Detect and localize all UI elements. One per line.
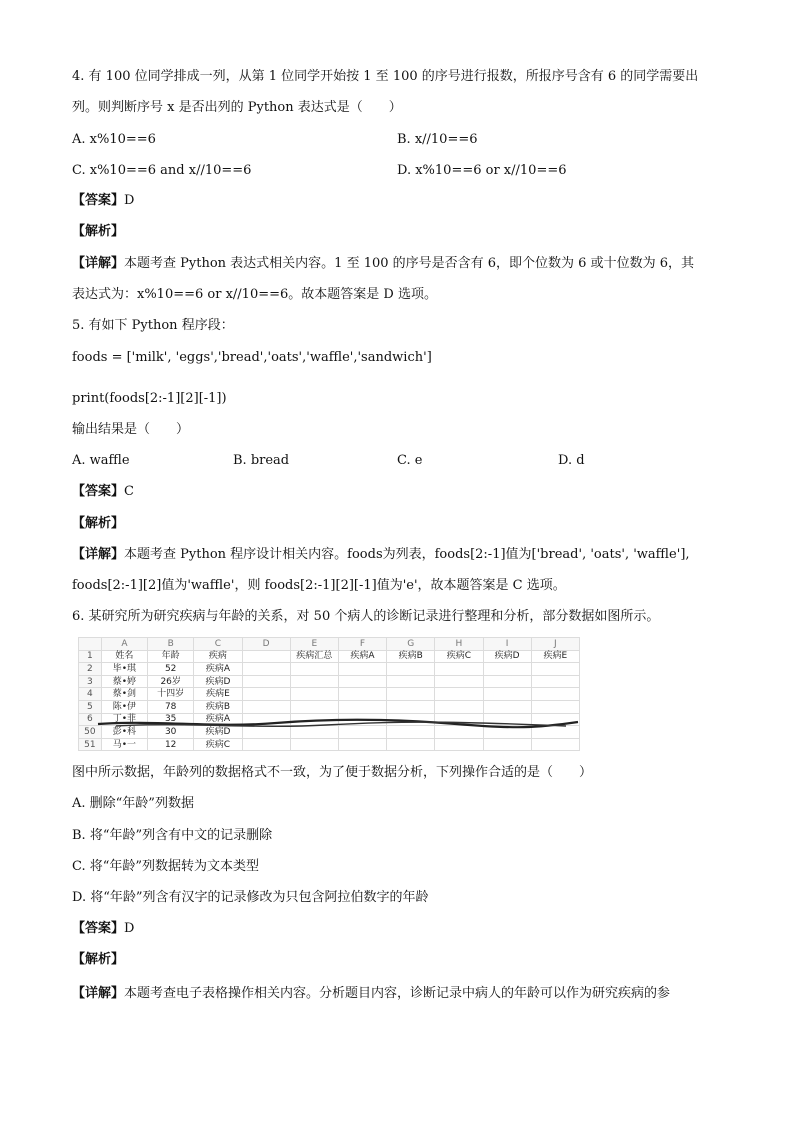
spreadsheet-cell [242,700,290,713]
spreadsheet-column-header: I [483,638,531,651]
spreadsheet-cell: 疾病D [194,726,242,739]
q5-question: 输出结果是（ ） [72,422,190,437]
spreadsheet-row [79,738,580,751]
spreadsheet-cell: 年龄 [148,650,194,663]
q6-option-b: B. 将“年龄”列含有中文的记录删除 [72,828,273,843]
spreadsheet-cell [290,675,338,688]
spreadsheet-cell: 12 [148,738,194,751]
q4-stem-line1: 4. 有 100 位同学排成一列，从第 1 位同学开始按 1 至 100 的序号进行报数，所报序号含有 6 的同学需要出 [72,69,699,84]
q5-code-line2: print(foods[2:-1][2][-1]) [72,391,227,406]
spreadsheet-row [79,650,580,663]
spreadsheet-cell [435,688,483,701]
spreadsheet-column-header [79,638,102,651]
spreadsheet-cell: 疾病D [194,675,242,688]
spreadsheet-row [79,688,580,701]
q4-analysis-tag: 【解析】 [72,224,125,239]
spreadsheet-cell [338,738,386,751]
spreadsheet-cell [290,700,338,713]
spreadsheet-cell: 疾病A [338,650,386,663]
q5-option-b: B. bread [233,453,290,468]
spreadsheet-cell: 疾病E [194,688,242,701]
spreadsheet-cell [338,675,386,688]
spreadsheet-row-number: 4 [79,688,102,701]
spreadsheet-cell: 疾病 [194,650,242,663]
scribble-mark [96,716,580,732]
answer-value: D [124,921,135,936]
q5-stem: 5. 有如下 Python 程序段： [72,318,234,333]
spreadsheet-row-number: 50 [79,726,102,739]
q4-option-d: D. x%10==6 or x//10==6 [397,163,567,178]
detail-tag: 【详解】 [72,256,125,271]
spreadsheet-cell [338,688,386,701]
q5-option-a: A. waffle [72,453,130,468]
spreadsheet-cell: 十四岁 [148,688,194,701]
q5-option-d: D. d [558,453,585,468]
spreadsheet-cell [338,663,386,676]
spreadsheet-cell [387,688,435,701]
answer-value: C [124,484,134,499]
answer-value: D [124,193,135,208]
detail-text: 本题考查 Python 表达式相关内容。1 至 100 的序号是否含有 6，即个位数为 6 或十位数为 6，其 [124,256,694,271]
spreadsheet-row [79,700,580,713]
spreadsheet-cell: 疾病C [194,738,242,751]
spreadsheet-cell [242,675,290,688]
spreadsheet-row [79,675,580,688]
q4-detail-line2: 表达式为：x%10==6 or x//10==6。故本题答案是 D 选项。 [72,287,437,302]
spreadsheet-cell: 丁•菲 [101,713,147,726]
spreadsheet-cell: 彭•科 [101,726,147,739]
spreadsheet-cell: 疾病D [483,650,531,663]
spreadsheet-cell [242,663,290,676]
spreadsheet-cell [290,688,338,701]
spreadsheet-column-header: J [531,638,579,651]
q5-code-line1: foods = ['milk', 'eggs','bread','oats','waffle','sandwich'] [72,350,432,365]
spreadsheet-cell: 35 [148,713,194,726]
q4-answer [72,192,134,210]
answer-tag: 【答案】 [72,921,125,936]
q6-answer [72,920,134,938]
spreadsheet-column-header: E [290,638,338,651]
spreadsheet-cell [435,675,483,688]
spreadsheet-cell [531,700,579,713]
spreadsheet-column-header-row [79,638,580,651]
spreadsheet-column-header: F [338,638,386,651]
q5-analysis-tag: 【解析】 [72,516,125,531]
spreadsheet-cell [531,663,579,676]
spreadsheet-cell: 姓名 [101,650,147,663]
spreadsheet-cell [483,688,531,701]
spreadsheet-cell [435,700,483,713]
spreadsheet-row-number: 6 [79,713,102,726]
spreadsheet-column-header: C [194,638,242,651]
q5-detail-line2: foods[2:-1][2]值为'waffle'，则 foods[2:-1][2][-1]值为'e'，故本题答案是 C 选项。 [72,578,566,593]
spreadsheet-cell [387,663,435,676]
spreadsheet-cell [435,663,483,676]
spreadsheet-column-header: H [435,638,483,651]
spreadsheet-cell [290,738,338,751]
detail-text: 本题考查 Python 程序设计相关内容。foods为列表，foods[2:-1]值为['bread', 'oats', 'waffle'], [124,547,690,562]
q4-option-b: B. x//10==6 [397,132,478,147]
q5-option-c: C. e [397,453,423,468]
spreadsheet-cell [483,700,531,713]
spreadsheet-cell: 蔡•婷 [101,675,147,688]
spreadsheet-cell: 疾病B [387,650,435,663]
spreadsheet-cell [483,675,531,688]
spreadsheet-cell [242,650,290,663]
spreadsheet-cell: 26岁 [148,675,194,688]
spreadsheet-image [78,637,580,753]
spreadsheet-row-number: 1 [79,650,102,663]
spreadsheet-cell [531,675,579,688]
spreadsheet-cell [531,688,579,701]
spreadsheet-column-header: D [242,638,290,651]
spreadsheet-cell [483,738,531,751]
spreadsheet-column-header: G [387,638,435,651]
spreadsheet-cell [290,663,338,676]
spreadsheet-cell: 疾病C [435,650,483,663]
answer-tag: 【答案】 [72,193,125,208]
spreadsheet-cell [387,675,435,688]
spreadsheet-cell: 30 [148,726,194,739]
spreadsheet-row [79,663,580,676]
q6-question: 图中所示数据，年龄列的数据格式不一致，为了便于数据分析，下列操作合适的是（ ） [72,765,593,780]
spreadsheet-cell: 蔡•剑 [101,688,147,701]
q6-stem: 6. 某研究所为研究疾病与年龄的关系，对 50 个病人的诊断记录进行整理和分析，部分数据如图所示。 [72,609,660,624]
spreadsheet-row-number: 2 [79,663,102,676]
detail-tag: 【详解】 [72,986,125,1001]
spreadsheet-cell [531,738,579,751]
q4-option-a: A. x%10==6 [72,132,156,147]
spreadsheet-cell: 马•一 [101,738,147,751]
spreadsheet-cell [387,700,435,713]
spreadsheet-row-number: 3 [79,675,102,688]
q4-option-c: C. x%10==6 and x//10==6 [72,163,252,178]
spreadsheet-column-header: A [101,638,147,651]
spreadsheet-cell: 疾病B [194,700,242,713]
spreadsheet-cell [242,738,290,751]
spreadsheet-cell: 陈•伊 [101,700,147,713]
q6-analysis-tag: 【解析】 [72,952,125,967]
detail-tag: 【详解】 [72,547,125,562]
spreadsheet-cell: 78 [148,700,194,713]
spreadsheet-table [78,637,580,751]
q4-detail-line1 [72,255,694,273]
spreadsheet-cell [483,663,531,676]
spreadsheet-cell: 疾病E [531,650,579,663]
spreadsheet-cell: 疾病A [194,713,242,726]
spreadsheet-row-number: 5 [79,700,102,713]
spreadsheet-cell [338,700,386,713]
q6-option-a: A. 删除“年龄”列数据 [72,796,194,811]
q6-option-c: C. 将“年龄”列数据转为文本类型 [72,859,260,874]
spreadsheet-cell [242,688,290,701]
q6-option-d: D. 将“年龄”列含有汉字的记录修改为只包含阿拉伯数字的年龄 [72,890,429,905]
q6-detail-line1 [72,985,670,1003]
q5-detail-line1 [72,546,690,564]
spreadsheet-row-number: 51 [79,738,102,751]
spreadsheet-cell: 52 [148,663,194,676]
detail-text: 本题考查电子表格操作相关内容。分析题目内容，诊断记录中病人的年龄可以作为研究疾病的参 [124,986,671,1001]
spreadsheet-cell: 毕•琪 [101,663,147,676]
spreadsheet-cell: 疾病汇总 [290,650,338,663]
spreadsheet-column-header: B [148,638,194,651]
spreadsheet-cell: 疾病A [194,663,242,676]
spreadsheet-cell [387,738,435,751]
q5-answer [72,483,134,501]
q4-stem-line2: 列。则判断序号 x 是否出列的 Python 表达式是（ ） [72,100,402,115]
answer-tag: 【答案】 [72,484,125,499]
spreadsheet-cell [435,738,483,751]
